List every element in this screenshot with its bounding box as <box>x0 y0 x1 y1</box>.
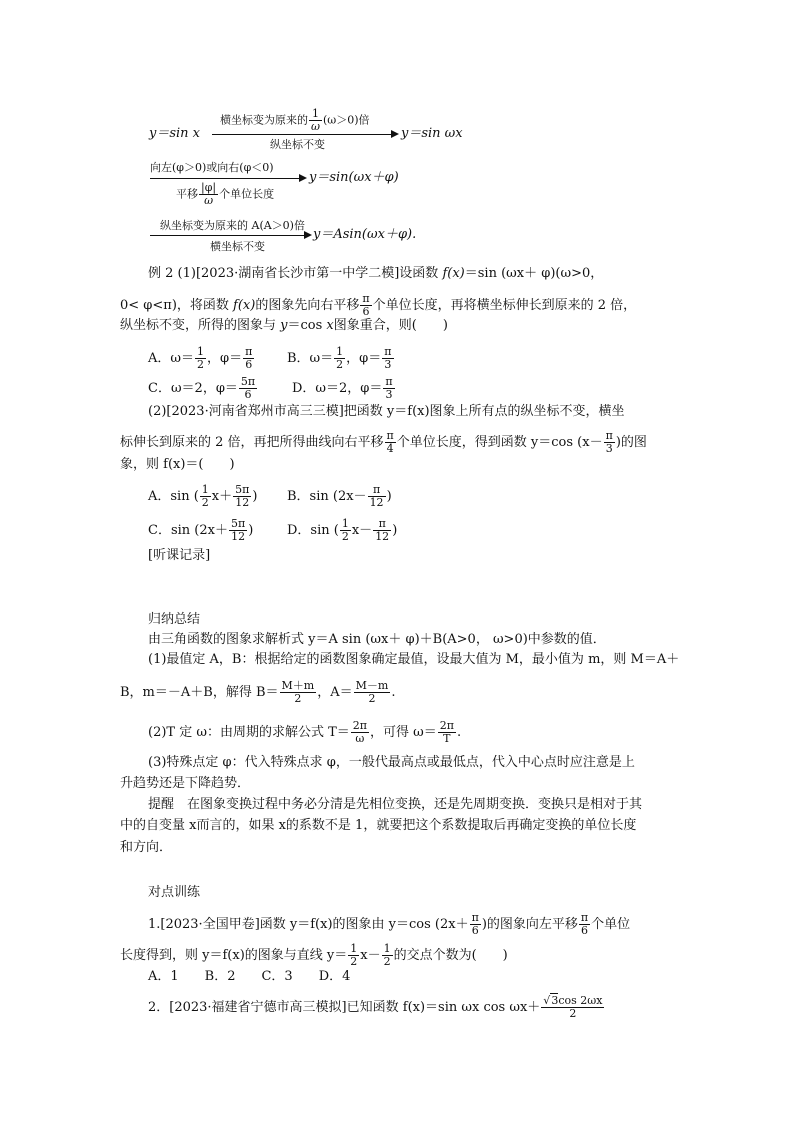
row2-arrow-head-icon <box>299 174 307 182</box>
q1-l1-c: 个单位 <box>591 917 631 932</box>
frac-num: 5π <box>240 375 256 388</box>
ex2-p2-line3: 象，则 f(x)＝( ) <box>120 457 235 472</box>
frac-num: 5π <box>230 517 246 530</box>
row3-above-label: 纵坐标变为原来的 A(A＞0)倍 <box>160 219 305 232</box>
opt-pre: B．ω＝ <box>287 351 334 366</box>
frac-num: π <box>245 345 253 358</box>
summary-s2 <box>148 720 461 745</box>
opt-frac <box>243 346 254 371</box>
frac-num: 2π <box>352 719 367 732</box>
frac-den: 6 <box>471 924 479 937</box>
ex2-p2-line1: (2)[2023·河南省郑州市高三三模]把函数 y＝f(x)图象上所有点的纵坐标不变，横坐 <box>148 404 625 419</box>
frac-num: π <box>386 429 394 442</box>
ex2-option-a <box>148 346 255 371</box>
row1-left-formula: y＝sin x <box>149 126 201 141</box>
frac-num: π <box>384 345 392 358</box>
summary-s3-line1: (3)特殊点定 φ：代入特殊点求 φ，一般代最高点或最低点，代入中心点时应注意是上 <box>148 755 635 770</box>
row2-frac-num: |φ| <box>201 181 217 194</box>
frac-num: 1 <box>197 345 204 358</box>
s2-b: ，可得 ω＝ <box>370 725 437 740</box>
frac <box>200 484 211 509</box>
frac <box>354 680 391 705</box>
frac-num: π <box>605 429 613 442</box>
ex2-option-b <box>287 346 395 371</box>
frac <box>280 680 317 705</box>
training-q1-line1 <box>148 912 630 937</box>
row1-right-formula: y＝sin ωx <box>401 126 463 141</box>
frac <box>604 430 615 455</box>
row1-above-label <box>220 108 370 133</box>
training-title: 对点训练 <box>148 885 201 900</box>
opt-mid: x＋ <box>211 489 233 504</box>
row3-arrow-line <box>150 235 305 236</box>
frac-num: 1 <box>383 942 391 955</box>
frac-den: 4 <box>386 442 394 455</box>
frac-den: 2 <box>201 496 209 509</box>
ex2-p1-l1-c: ＝sin (ωx＋ φ)(ω>0， <box>464 266 604 281</box>
opt-frac <box>195 346 206 371</box>
s1-l2-b: ，A＝ <box>317 685 353 700</box>
row1-arrow-line <box>212 134 392 135</box>
q1-l1-a: 1.[2023·全国甲卷]函数 y＝f(x)的图象由 y＝cos (2x＋ <box>148 917 469 932</box>
opt-post: ) <box>386 489 392 504</box>
frac-num: π <box>373 518 391 531</box>
ex2-p1-l2-a: 0< φ<π)，将函数 <box>120 298 234 313</box>
frac-num: 1 <box>350 942 358 955</box>
sqrt-symbol: √ <box>543 994 551 1007</box>
frac-den: ω <box>355 732 365 745</box>
frac-den: 3 <box>605 442 613 455</box>
frac-den: 6 <box>245 358 253 371</box>
frac-num: M＋m <box>281 679 315 692</box>
frac-den: 12 <box>369 496 384 509</box>
ex2-p2-l2-b: 个单位长度，得到函数 y＝cos (x－ <box>396 435 603 450</box>
frac-den: 6 <box>581 924 589 937</box>
ex2-p1-l3-d: x <box>326 318 334 333</box>
frac <box>438 720 456 745</box>
frac-den: T <box>443 732 451 745</box>
frac <box>385 430 396 455</box>
training-q1-line2 <box>120 943 508 968</box>
ex2-p1-l2-d: 个单位长度，再将横坐标伸长到原来的 2 倍， <box>372 298 637 313</box>
q2-a: 2．[2023·福建省宁德市高三模拟]已知函数 f(x)＝sin ωx cos ωx＋ <box>148 1000 541 1015</box>
frac-den: 2 <box>569 1007 577 1020</box>
frac-den: 2 <box>341 530 349 543</box>
frac-num: π <box>368 484 386 497</box>
frac <box>382 943 393 968</box>
opt-post: ) <box>248 523 254 538</box>
ex2-option-c <box>148 376 258 401</box>
tip-line1: 提醒 在图象变换过程中务必分清是先相位变换，还是先周期变换．变换只是相对于其 <box>148 797 643 812</box>
opt-pre: D．ω＝2，φ＝ <box>292 381 383 396</box>
row3-right-formula: y＝Asin(ωx＋φ). <box>313 227 417 242</box>
row3-arrow-head-icon <box>304 231 312 239</box>
opt-pre: C．ω＝2，φ＝ <box>148 381 238 396</box>
sqrt-radicand: 3 <box>551 994 559 1007</box>
opt-frac <box>383 376 394 401</box>
s2-c: . <box>456 725 462 740</box>
row2-frac <box>199 182 218 207</box>
frac-den: 2 <box>350 955 358 968</box>
ex2-p1-l1-b: f(x) <box>442 266 465 281</box>
row1-frac-den: ω <box>311 120 320 133</box>
frac-num: 2π <box>439 719 454 732</box>
ex2-q2-option-d <box>287 518 397 543</box>
ex2-p1-line2 <box>120 293 636 318</box>
ex2-p1-line3 <box>120 318 448 334</box>
row2-arrow-line <box>150 178 300 179</box>
ex2-p2-line2 <box>120 430 647 455</box>
ex2-q2-option-b <box>287 484 392 509</box>
summary-s1-line2 <box>120 680 395 705</box>
ex2-p2-l2-c: )的图 <box>615 435 647 450</box>
training-q2 <box>148 995 605 1020</box>
frac <box>368 484 386 509</box>
frac-den: 6 <box>244 388 252 401</box>
opt-pre: D．sin ( <box>287 523 339 538</box>
summary-intro: 由三角函数的图象求解析式 y＝A sin (ωx＋ φ)＋B(A>0， ω>0)中参数的值． <box>148 632 606 647</box>
row2-right-formula: y＝sin(ωx＋φ) <box>309 170 399 185</box>
row1-frac-num: 1 <box>309 108 322 121</box>
summary-title: 归纳总结 <box>148 612 201 627</box>
s2-a: (2)T 定 ω：由周期的求解公式 T＝ <box>148 725 350 740</box>
frac <box>579 912 590 937</box>
ex2-p2-l2-a: 标伸长到原来的 2 倍，再把所得曲线向右平移 <box>120 435 384 450</box>
ex2-q2-option-a <box>148 484 257 509</box>
ex2-p1-l3-a: 纵坐标不变，所得的图象与 <box>120 318 281 333</box>
frac-num: 1 <box>341 517 349 530</box>
frac <box>340 518 351 543</box>
frac-den: 3 <box>384 358 392 371</box>
ex2-p1-l2-frac <box>360 293 371 318</box>
frac-num: M－m <box>355 679 389 692</box>
frac-den: 12 <box>235 496 250 509</box>
opt-pre: A．sin ( <box>148 489 199 504</box>
q1-l2-c: 的交点个数为( ) <box>393 948 508 963</box>
ex2-p1-l2-c: 的图象先向右平移 <box>255 298 360 313</box>
tip-line3: 和方向． <box>120 840 173 855</box>
row1-above-pre: 横坐标变为原来的 <box>220 113 308 127</box>
frac-den: 2 <box>368 692 376 705</box>
opt-pre: C．sin (2x＋ <box>148 523 228 538</box>
summary-s3-line2: 升趋势还是下降趋势． <box>120 776 251 791</box>
q1-l1-b: )的图象向左平移 <box>481 917 578 932</box>
frac-num: 5π <box>235 483 250 496</box>
frac-den: 2 <box>197 358 204 371</box>
listening-notes-label: [听课记录] <box>148 548 211 563</box>
training-q1-options: A．1 B．2 C．3 D．4 <box>148 969 351 984</box>
frac-den: 2 <box>336 358 344 371</box>
q1-l2-a: 长度得到，则 y＝f(x)的图象与直线 y＝ <box>120 948 348 963</box>
row2-below-pre: 平移 <box>176 187 198 201</box>
row2-below-label <box>176 182 274 207</box>
row1-below-label: 纵坐标不变 <box>270 138 325 151</box>
frac-num: π <box>471 911 479 924</box>
frac-den: 12 <box>375 530 390 543</box>
q1-l2-b: x－ <box>360 948 381 963</box>
ex2-q2-option-c <box>148 518 253 543</box>
frac-num: π <box>580 911 589 924</box>
frac <box>351 720 369 745</box>
frac-den: 3 <box>385 388 393 401</box>
frac-den: 2 <box>383 955 391 968</box>
ex2-p1-l2-b: f(x) <box>233 298 256 313</box>
frac <box>470 912 481 937</box>
opt-post: ) <box>252 489 258 504</box>
tip-line2: 中的自变量 x而言的，如果 x的系数不是 1，就要把这个系数提取后再确定变换的单位长度 <box>120 818 637 833</box>
opt-frac <box>382 346 393 371</box>
ex2-p1-l3-b: y <box>280 318 288 333</box>
ex2-p1-l3-c: ＝cos <box>287 318 327 333</box>
row3-below-label: 横坐标不变 <box>210 240 265 253</box>
frac <box>541 995 604 1020</box>
q2-num-rest: cos 2ωx <box>558 994 603 1007</box>
s1-l2-a: B，m＝－A＋B，解得 B＝ <box>120 685 279 700</box>
frac-den: 2 <box>294 692 302 705</box>
frac <box>373 518 391 543</box>
opt-pre: B．sin (2x－ <box>287 489 367 504</box>
opt-mid: ，φ＝ <box>207 351 243 366</box>
row2-below-post: 个单位长度 <box>219 187 275 201</box>
row2-above-label: 向左(φ＞0)或向右(φ＜0) <box>150 161 274 174</box>
frac-num: 1 <box>201 483 209 496</box>
ex2-option-d <box>292 376 396 401</box>
ex2-p1-l1-a: 例 2 (1)[2023·湖南省长沙市第一中学二模]设函数 <box>148 266 443 281</box>
frac-num: 1 <box>336 345 344 358</box>
opt-frac <box>334 346 345 371</box>
frac-num: π <box>385 375 393 388</box>
opt-post: ) <box>392 523 398 538</box>
frac <box>229 518 247 543</box>
opt-mid: x－ <box>351 523 373 538</box>
s1-l2-c: . <box>391 685 396 700</box>
ex2-p1-line1 <box>148 266 603 282</box>
row2-frac-den: ω <box>204 194 214 207</box>
row1-arrow-head-icon <box>391 130 399 138</box>
summary-s1-line1: (1)最值定 A，B：根据给定的函数图象确定最值，设最大值为 M，最小值为 m，则 M＝A＋ <box>148 652 680 667</box>
frac-den: 12 <box>231 530 246 543</box>
frac <box>233 484 251 509</box>
opt-frac <box>239 376 257 401</box>
row1-above-post: (ω＞0)倍 <box>322 113 370 127</box>
ex2-p1-l3-e: 图象重合，则( ) <box>333 318 448 333</box>
opt-mid: ，φ＝ <box>346 351 382 366</box>
frac <box>348 943 359 968</box>
row1-frac <box>309 108 322 133</box>
frac-den: 6 <box>362 305 370 318</box>
opt-pre: A．ω＝ <box>148 351 194 366</box>
frac-num: π <box>362 292 370 305</box>
